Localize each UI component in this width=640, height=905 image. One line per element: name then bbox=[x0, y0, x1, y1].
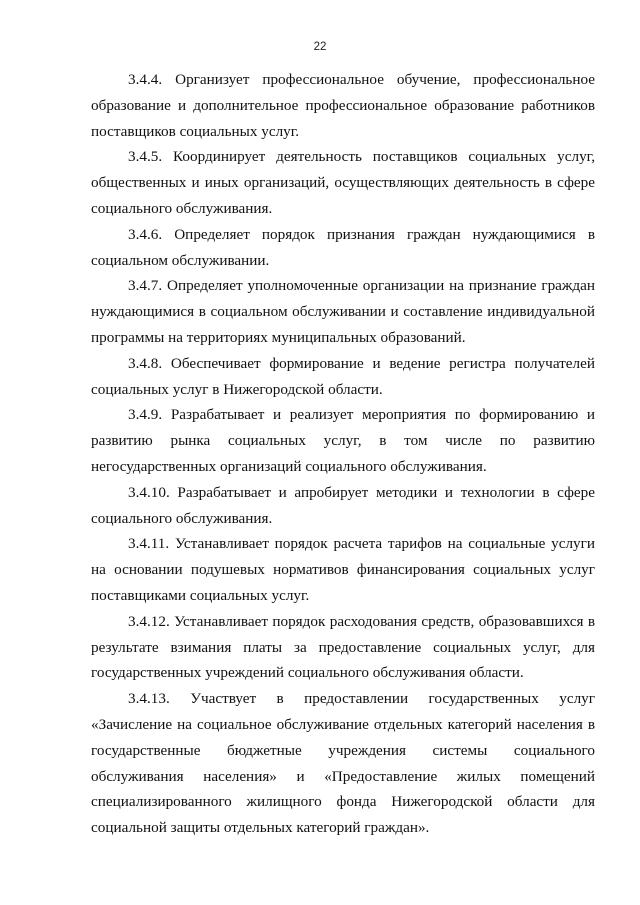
paragraph-3-4-4: 3.4.4. Организует профессиональное обучение, профессиональное образование и дополнительное профессиональное образование работников поставщиков социальных услуг. bbox=[91, 71, 595, 140]
paragraph-3-4-10: 3.4.10. Разрабатывает и апробирует методики и технологии в сфере социального обслуживания. bbox=[91, 483, 595, 527]
paragraph-3-4-6: 3.4.6. Определяет порядок признания граждан нуждающимися в социальном обслуживании. bbox=[91, 225, 595, 269]
page-body bbox=[91, 67, 595, 841]
paragraph-3-4-5: 3.4.5. Координирует деятельность поставщиков социальных услуг, общественных и иных организаций, осуществляющих деятельность в сфере социального обслуживания. bbox=[91, 148, 595, 217]
paragraph-3-4-13: 3.4.13. Участвует в предоставлении государственных услуг «Зачисление на социальное обслуживание отдельных категорий населения в государственные бюджетные учреждения системы социального обслуживания населения» и «Предоставление жилых помещений специализированного жилищного фонда Нижегородской области для социальной защиты отдельных категорий граждан». bbox=[91, 690, 595, 837]
page-number: 22 bbox=[313, 41, 327, 53]
paragraph-3-4-7: 3.4.7. Определяет уполномоченные организации на признание граждан нуждающимися в социальном обслуживании и составление индивидуальной программы на территориях муниципальных образований. bbox=[91, 277, 595, 346]
paragraph-3-4-8: 3.4.8. Обеспечивает формирование и ведение регистра получателей социальных услуг в Нижегородской области. bbox=[91, 354, 595, 398]
paragraph-3-4-12: 3.4.12. Устанавливает порядок расходования средств, образовавшихся в результате взимания платы за предоставление социальных услуг, для государственных учреждений социального обслуживания области. bbox=[91, 612, 595, 682]
paragraph-3-4-11: 3.4.11. Устанавливает порядок расчета тарифов на социальные услуги на основании подушевых нормативов финансирования социальных услуг поставщиками социальных услуг. bbox=[91, 535, 595, 604]
paragraph-3-4-9: 3.4.9. Разрабатывает и реализует мероприятия по формированию и развитию рынка социальных услуг, в том числе по развитию негосударственных организаций социального обслуживания. bbox=[91, 406, 595, 475]
